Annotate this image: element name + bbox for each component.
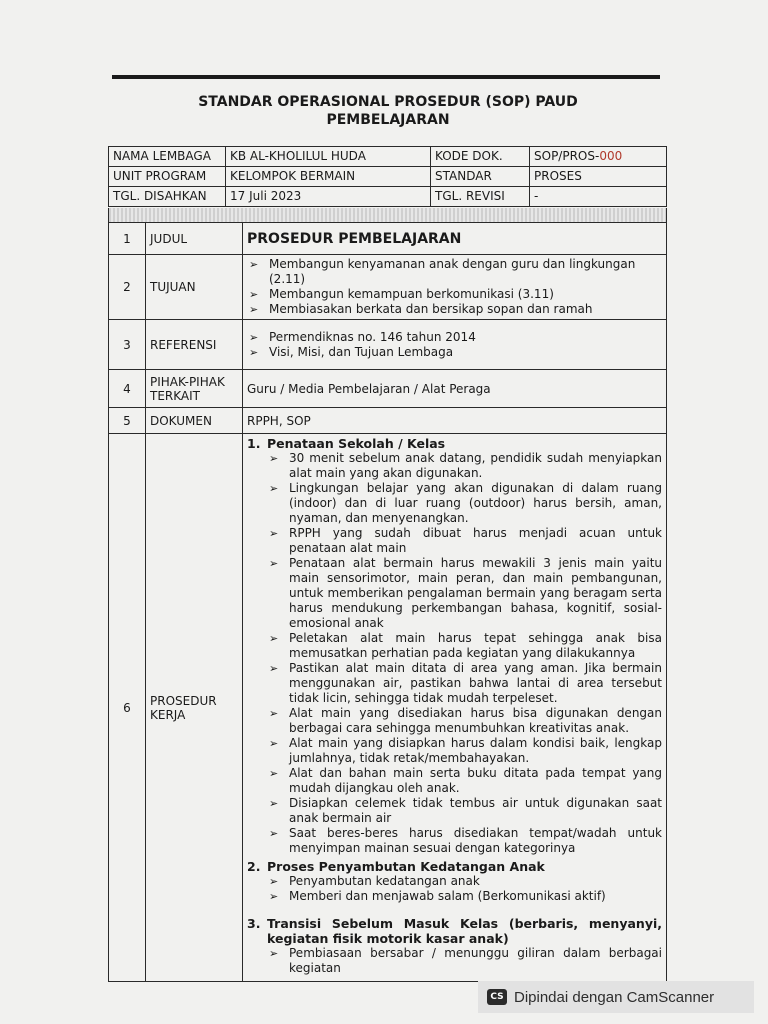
row-label-line: TERKAIT [150, 388, 200, 403]
list-item: ➢ Memberi dan menjawab salam (Berkomunikasi aktif) [267, 889, 662, 904]
procedure-list [267, 451, 662, 856]
title-line-1: STANDAR OPERASIONAL PROSEDUR (SOP) PAUD [198, 94, 578, 110]
list-item: ➢ Lingkungan belajar yang akan digunakan di dalam ruang (indoor) dan di luar ruang (outdoor) harus bersih, aman, nyaman, dan menyenangkan. [267, 481, 662, 526]
kode-dok-prefix: SOP/PROS- [534, 149, 600, 163]
procedure-list [267, 874, 662, 904]
procedure-section [247, 436, 662, 856]
row-label: REFERENSI [146, 320, 243, 370]
tgl-disahkan-label: TGL. DISAHKAN [109, 187, 226, 207]
row-number: 5 [109, 408, 146, 434]
list-item: ➢ Visi, Misi, dan Tujuan Lembaga [247, 345, 662, 360]
row-label-line: KERJA [150, 707, 186, 722]
list-item: ➢ Alat main yang disediakan harus bisa digunakan dengan berbagai cara sehingga menumbuhkan kreativitas anak. [267, 706, 662, 736]
tgl-revisi-value: - [530, 187, 667, 207]
row-number: 6 [109, 434, 146, 982]
procedure-title [247, 916, 662, 946]
judul-value: PROSEDUR PEMBELAJARAN [243, 223, 667, 255]
list-item: ➢ Disiapkan celemek tidak tembus air untuk digunakan saat anak bermain air [267, 796, 662, 826]
camscanner-watermark [478, 981, 754, 1013]
tujuan-list [247, 257, 662, 317]
procedure-number: 3. [247, 916, 261, 931]
header-table [108, 146, 667, 207]
list-item: ➢ Pembiasaan bersabar / menunggu giliran dalam berbagai kegiatan [267, 946, 662, 976]
row-label: DOKUMEN [146, 408, 243, 434]
table-row [109, 370, 667, 408]
row-label [146, 370, 243, 408]
camscanner-icon: CS [487, 989, 507, 1005]
list-item: ➢ RPPH yang sudah dibuat harus menjadi acuan untuk penataan alat main [267, 526, 662, 556]
list-item: ➢ Pastikan alat main ditata di area yang aman. Jika bermain menggunakan air, pastikan bahwa lantai di area tersebut tidak licin, sehingga tidak mudah terpeleset. [267, 661, 662, 706]
procedure-list [267, 946, 662, 976]
row-label: TUJUAN [146, 255, 243, 320]
procedure-number: 2. [247, 859, 261, 874]
table-row [109, 320, 667, 370]
camscanner-label: Dipindai dengan CamScanner [514, 988, 715, 1006]
list-item: ➢ Penataan alat bermain harus mewakili 3 jenis main yaitu main sensorimotor, main peran, dan main pembangunan, untuk memberikan pengalaman bermain yang beragam serta harus mendukung perkembangan bahasa, kognitif, sosial- emosional anak [267, 556, 662, 631]
referensi-list [247, 330, 662, 360]
row-label-line: PIHAK-PIHAK [150, 374, 225, 389]
tgl-disahkan-value: 17 Juli 2023 [226, 187, 431, 207]
procedure-number: 1. [247, 436, 261, 451]
table-separator [108, 208, 667, 222]
standar-value: PROSES [530, 167, 667, 187]
table-row [109, 223, 667, 255]
prosedur-kerja-cell [243, 434, 667, 982]
procedure-section [247, 859, 662, 904]
procedure-title-text: Proses Penyambutan Kedatangan Anak [267, 859, 545, 874]
procedure-title-text: Transisi Sebelum Masuk Kelas (berbaris, menyanyi, kegiatan fisik motorik kasar anak) [267, 916, 662, 946]
header-row [109, 167, 667, 187]
kode-dok-suffix: 000 [599, 149, 623, 163]
list-item: ➢ 30 menit sebelum anak datang, pendidik sudah menyiapkan alat main yang akan digunakan. [267, 451, 662, 481]
row-label [146, 434, 243, 982]
tgl-revisi-label: TGL. REVISI [431, 187, 530, 207]
procedure-title [247, 859, 662, 874]
dokumen-value: RPPH, SOP [243, 408, 667, 434]
row-number: 1 [109, 223, 146, 255]
kode-dok-value [530, 147, 667, 167]
procedure-section [247, 916, 662, 976]
procedure-title-text: Penataan Sekolah / Kelas [267, 436, 446, 451]
tujuan-list-cell [243, 255, 667, 320]
kode-dok-label: KODE DOK. [431, 147, 530, 167]
list-item: ➢ Peletakan alat main harus tepat sehingga anak bisa memusatkan perhatian pada kegiatan yang dilakukannya [267, 631, 662, 661]
pihak-terkait-value: Guru / Media Pembelajaran / Alat Peraga [243, 370, 667, 408]
row-number: 3 [109, 320, 146, 370]
list-item: ➢ Membiasakan berkata dan bersikap sopan dan ramah [247, 302, 662, 317]
list-item: ➢ Saat beres-beres harus disediakan tempat/wadah untuk menyimpan mainan sesuai dengan kategorinya [267, 826, 662, 856]
sop-table [108, 222, 667, 982]
unit-program-label: UNIT PROGRAM [109, 167, 226, 187]
standar-label: STANDAR [431, 167, 530, 187]
nama-lembaga-label: NAMA LEMBAGA [109, 147, 226, 167]
header-row [109, 187, 667, 207]
title-line-2: PEMBELAJARAN [326, 112, 450, 128]
list-item: ➢ Membangun kemampuan berkomunikasi (3.11) [247, 287, 662, 302]
header-row [109, 147, 667, 167]
document-title [110, 93, 666, 129]
table-row [109, 408, 667, 434]
list-item: ➢ Alat main yang disiapkan harus dalam kondisi baik, lengkap jumlahnya, tidak retak/membahayakan. [267, 736, 662, 766]
top-rule [112, 75, 660, 79]
unit-program-value: KELOMPOK BERMAIN [226, 167, 431, 187]
list-item: ➢ Alat dan bahan main serta buku ditata pada tempat yang mudah dijangkau oleh anak. [267, 766, 662, 796]
row-number: 4 [109, 370, 146, 408]
procedure-title [247, 436, 662, 451]
list-item: ➢ Membangun kenyamanan anak dengan guru dan lingkungan (2.11) [247, 257, 662, 287]
list-item: ➢ Permendiknas no. 146 tahun 2014 [247, 330, 662, 345]
referensi-list-cell [243, 320, 667, 370]
list-item: ➢ Penyambutan kedatangan anak [267, 874, 662, 889]
row-label-line: PROSEDUR [150, 693, 217, 708]
nama-lembaga-value: KB AL-KHOLILUL HUDA [226, 147, 431, 167]
table-row [109, 255, 667, 320]
row-number: 2 [109, 255, 146, 320]
table-row [109, 434, 667, 982]
row-label: JUDUL [146, 223, 243, 255]
